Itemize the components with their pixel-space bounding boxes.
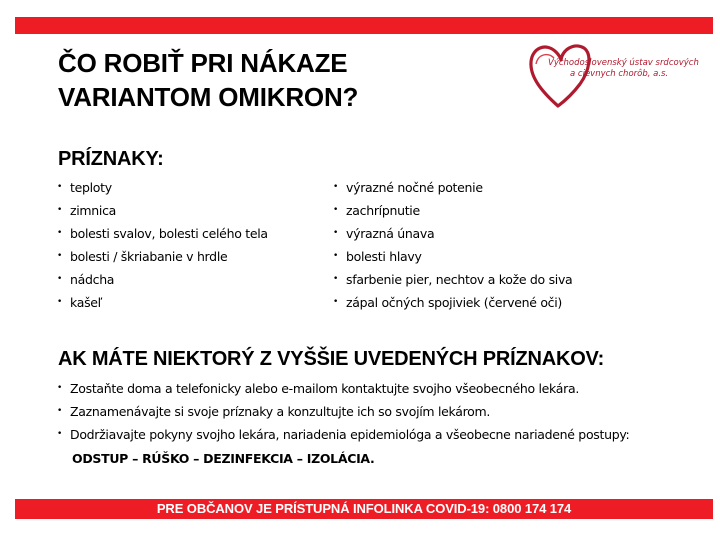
symptom-label: bolesti / škriabanie v hrdle bbox=[70, 249, 228, 264]
measures-slogan: ODSTUP – RÚŠKO – DEZINFEKCIA – IZOLÁCIA. bbox=[72, 451, 375, 466]
symptom-label: teploty bbox=[70, 180, 112, 195]
title-line-2: VARIANTOM OMIKRON? bbox=[58, 82, 359, 112]
symptom-item bbox=[57, 245, 268, 268]
advice-item bbox=[57, 400, 629, 423]
top-accent-bar bbox=[15, 17, 713, 34]
bullet: • bbox=[333, 228, 339, 238]
symptom-item bbox=[333, 291, 572, 314]
bullet: • bbox=[333, 297, 339, 307]
infoline-banner: PRE OBČANOV JE PRÍSTUPNÁ INFOLINKA COVID-19: 0800 174 174 bbox=[15, 499, 713, 519]
advice-item bbox=[57, 377, 629, 400]
symptom-item bbox=[57, 291, 268, 314]
symptom-label: kašeľ bbox=[70, 295, 103, 310]
symptom-item bbox=[333, 245, 572, 268]
symptom-label: výrazné nočné potenie bbox=[346, 180, 483, 195]
advice-text: Zostaňte doma a telefonicky alebo e-mailom kontaktujte svojho všeobecného lekára. bbox=[70, 381, 580, 396]
institute-logo bbox=[528, 40, 708, 120]
advice-heading: AK MÁTE NIEKTORÝ Z VYŠŠIE UVEDENÝCH PRÍZNAKOV: bbox=[58, 348, 605, 370]
symptom-item bbox=[57, 176, 268, 199]
symptom-item bbox=[333, 268, 572, 291]
symptoms-heading: PRÍZNAKY: bbox=[58, 148, 164, 170]
symptom-item bbox=[57, 199, 268, 222]
symptom-label: zápal očných spojiviek (červené oči) bbox=[346, 295, 563, 310]
symptom-item bbox=[333, 199, 572, 222]
symptom-label: zimnica bbox=[70, 203, 117, 218]
logo-text-line-1: Východoslovenský ústav srdcových bbox=[548, 58, 699, 68]
symptom-label: výrazná únava bbox=[346, 226, 435, 241]
symptom-item bbox=[333, 222, 572, 245]
logo-text bbox=[548, 58, 699, 80]
bullet: • bbox=[57, 205, 63, 215]
page-title bbox=[58, 46, 358, 114]
bullet: • bbox=[57, 182, 63, 192]
symptom-item bbox=[333, 176, 572, 199]
symptom-item bbox=[57, 222, 268, 245]
symptom-label: nádcha bbox=[70, 272, 115, 287]
bullet: • bbox=[333, 274, 339, 284]
bullet: • bbox=[57, 251, 63, 261]
advice-list bbox=[57, 377, 629, 446]
symptom-label: sfarbenie pier, nechtov a kože do siva bbox=[346, 272, 573, 287]
title-line-1: ČO ROBIŤ PRI NÁKAZE bbox=[58, 48, 348, 78]
advice-item bbox=[57, 423, 629, 446]
bullet: • bbox=[57, 297, 63, 307]
symptom-item bbox=[57, 268, 268, 291]
symptoms-list-right bbox=[333, 176, 572, 314]
bullet: • bbox=[57, 383, 63, 393]
symptom-label: bolesti hlavy bbox=[346, 249, 422, 264]
bullet: • bbox=[57, 228, 63, 238]
symptom-label: bolesti svalov, bolesti celého tela bbox=[70, 226, 268, 241]
bullet: • bbox=[333, 205, 339, 215]
advice-text: Zaznamenávajte si svoje príznaky a konzultujte ich so svojím lekárom. bbox=[70, 404, 491, 419]
logo-text-line-2: a cievnych chorôb, a.s. bbox=[570, 69, 669, 79]
symptoms-list-left bbox=[57, 176, 268, 314]
advice-text: Dodržiavajte pokyny svojho lekára, nariadenia epidemiológa a všeobecne nariadené postupy: bbox=[70, 427, 630, 442]
bullet: • bbox=[57, 429, 63, 439]
symptom-label: zachrípnutie bbox=[346, 203, 420, 218]
bullet: • bbox=[57, 406, 63, 416]
bullet: • bbox=[57, 274, 63, 284]
bullet: • bbox=[333, 251, 339, 261]
bullet: • bbox=[333, 182, 339, 192]
